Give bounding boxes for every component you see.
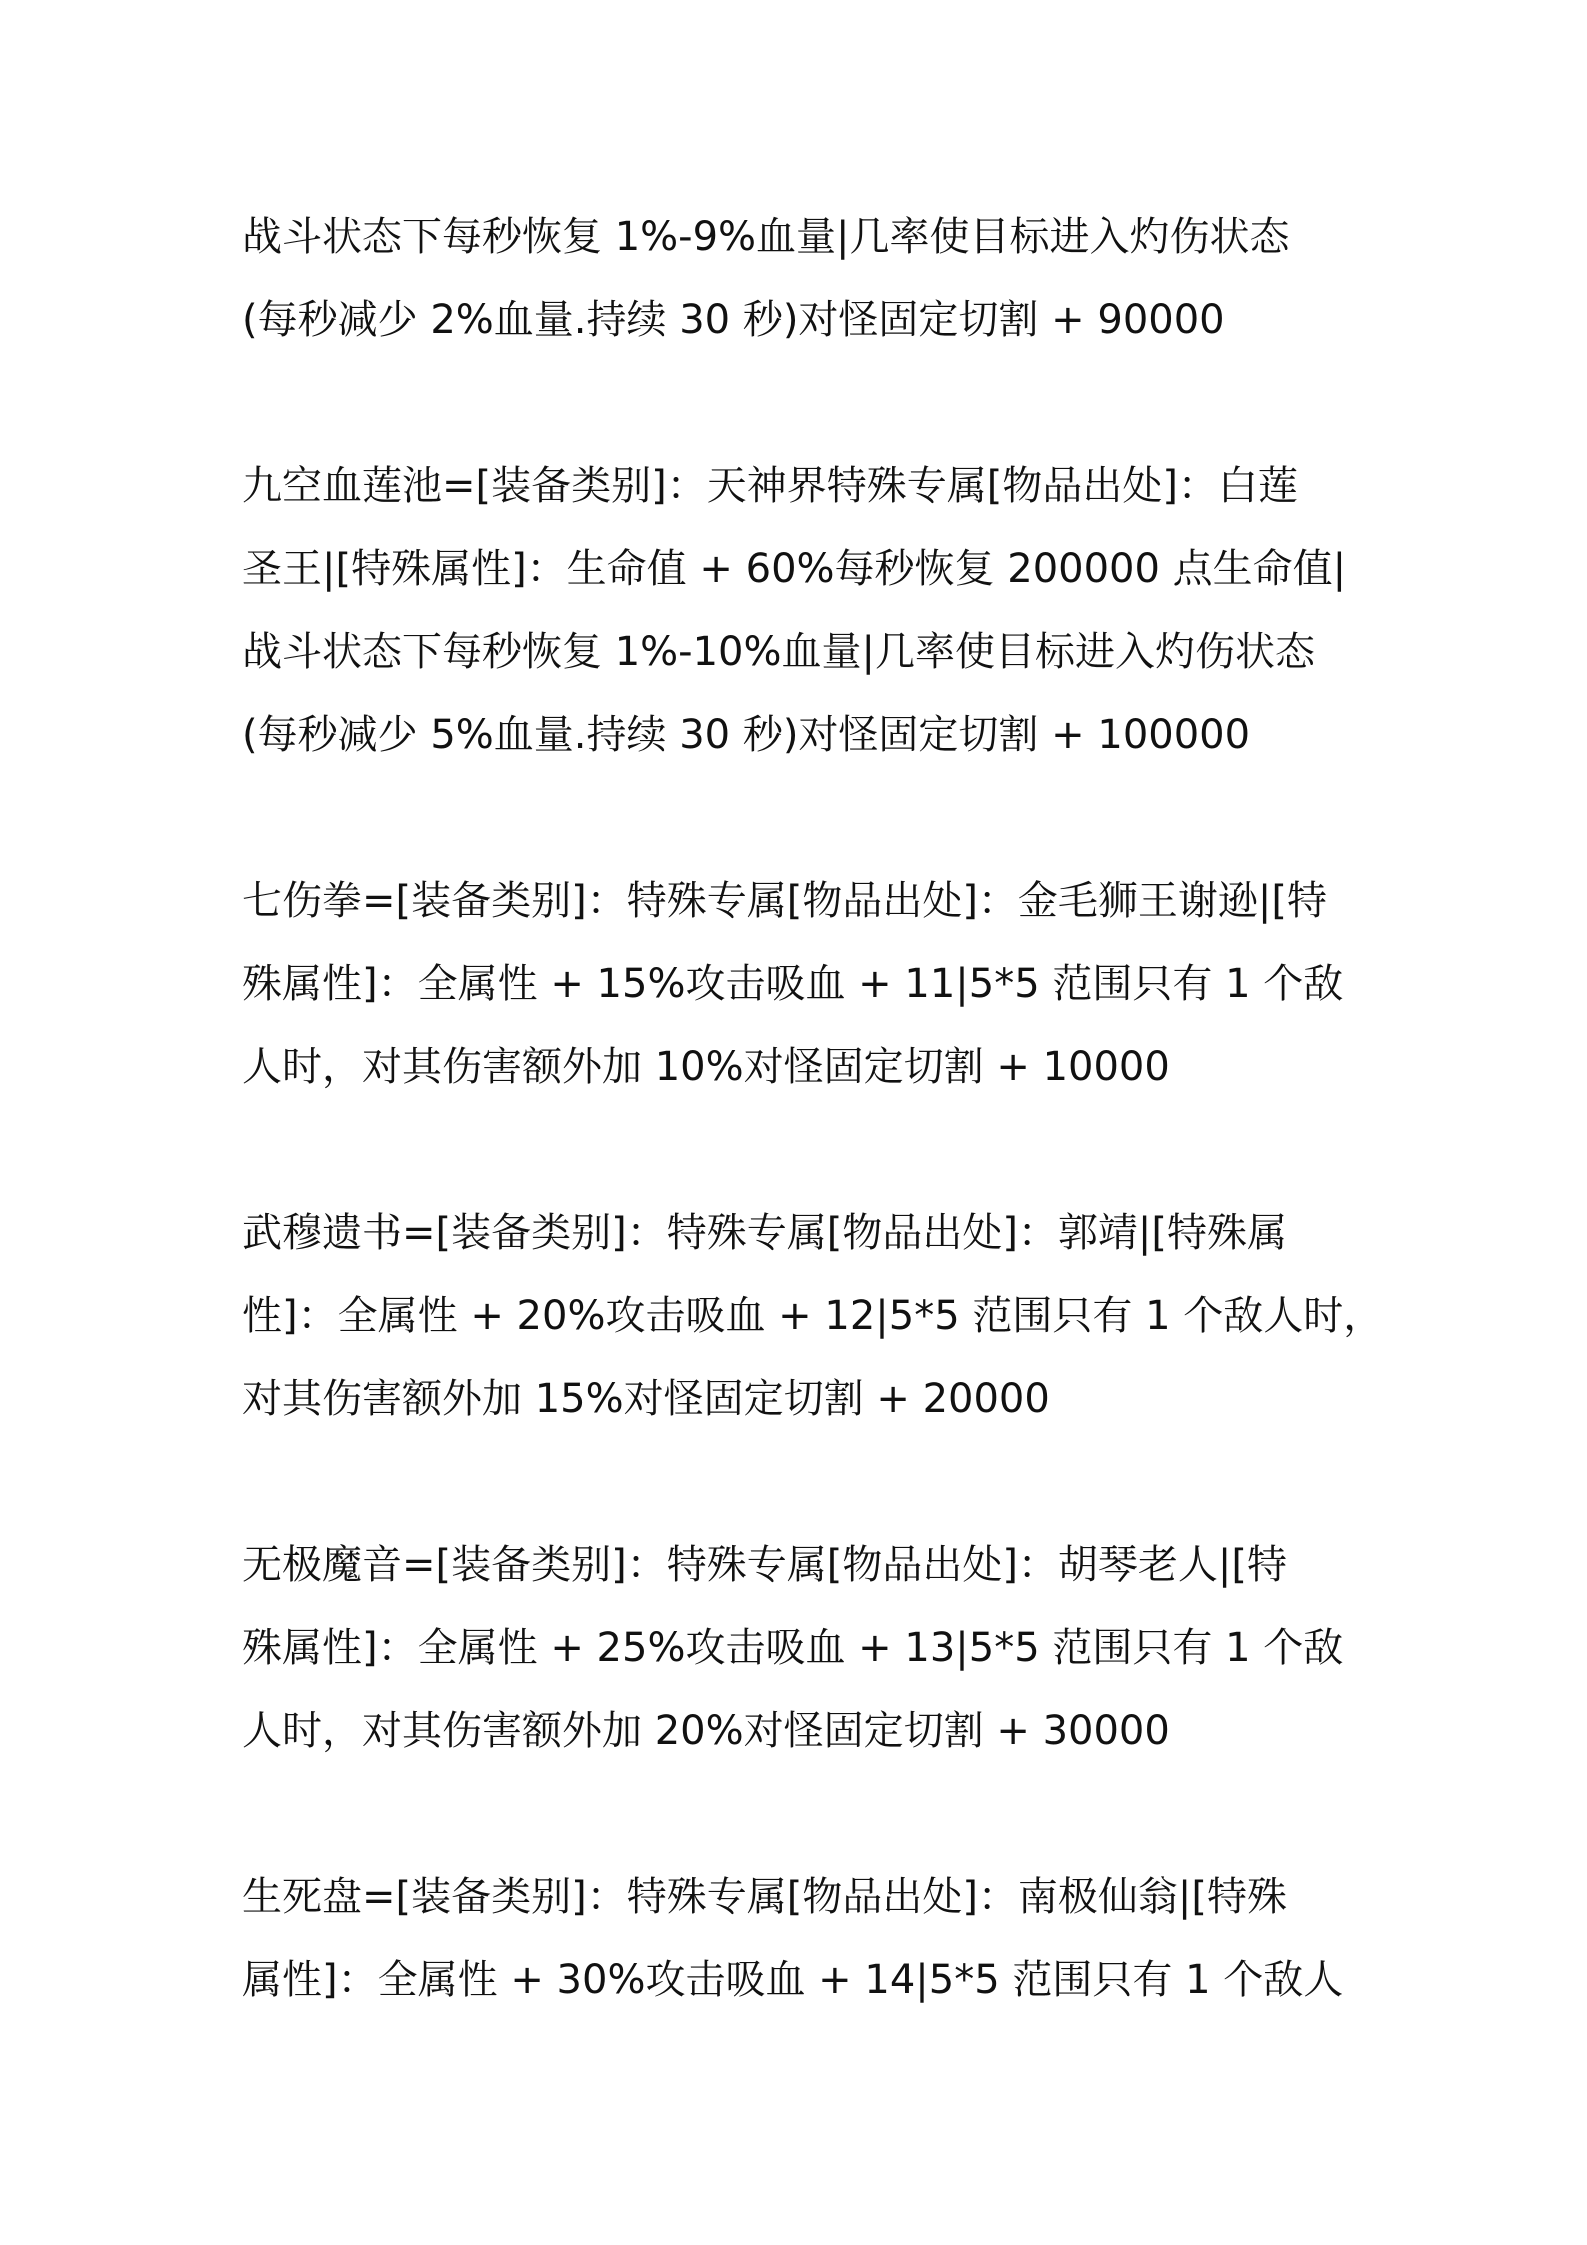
text-line: 属性]：全属性 + 30%攻击吸血 + 14|5*5 范围只有 1 个敌人: [242, 1957, 1344, 2003]
paragraph-qishangquan: [242, 860, 1352, 1109]
text-line: (每秒减少 5%血量.持续 30 秒)对怪固定切割 + 100000: [242, 712, 1251, 758]
text-line: 性]：全属性 + 20%攻击吸血 + 12|5*5 范围只有 1 个敌人时，: [242, 1293, 1384, 1339]
paragraph-1: [242, 196, 1352, 362]
text-line: 对其伤害额外加 15%对怪固定切割 + 20000: [242, 1376, 1050, 1422]
text-line: 人时，对其伤害额外加 20%对怪固定切割 + 30000: [242, 1708, 1170, 1754]
text-line: 九空血莲池=[装备类别]：天神界特殊专属[物品出处]：白莲: [242, 463, 1298, 509]
text-line: 圣王|[特殊属性]：生命值 + 60%每秒恢复 200000 点生命值|: [242, 546, 1347, 592]
text-line: (每秒减少 2%血量.持续 30 秒)对怪固定切割 + 90000: [242, 297, 1225, 343]
paragraph-shengsipan: [242, 1856, 1352, 2022]
text-line: 七伤拳=[装备类别]：特殊专属[物品出处]：金毛狮王谢逊|[特: [242, 878, 1328, 924]
text-line: 无极魔音=[装备类别]：特殊专属[物品出处]：胡琴老人|[特: [242, 1542, 1288, 1588]
text-line: 战斗状态下每秒恢复 1%-9%血量|几率使目标进入灼伤状态: [242, 214, 1290, 260]
text-line: 殊属性]：全属性 + 15%攻击吸血 + 11|5*5 范围只有 1 个敌: [242, 961, 1344, 1007]
document-body: [242, 196, 1384, 2105]
text-line: 生死盘=[装备类别]：特殊专属[物品出处]：南极仙翁|[特殊: [242, 1874, 1288, 1920]
text-line: 人时，对其伤害额外加 10%对怪固定切割 + 10000: [242, 1044, 1170, 1090]
paragraph-jiukong-xuelianchi: [242, 445, 1352, 777]
text-line: 战斗状态下每秒恢复 1%-10%血量|几率使目标进入灼伤状态: [242, 629, 1315, 675]
text-line: 殊属性]：全属性 + 25%攻击吸血 + 13|5*5 范围只有 1 个敌: [242, 1625, 1344, 1671]
paragraph-wumu-yishu: [242, 1192, 1384, 1441]
text-line: 武穆遗书=[装备类别]：特殊专属[物品出处]：郭靖|[特殊属: [242, 1210, 1288, 1256]
paragraph-wuji-moyin: [242, 1524, 1352, 1773]
